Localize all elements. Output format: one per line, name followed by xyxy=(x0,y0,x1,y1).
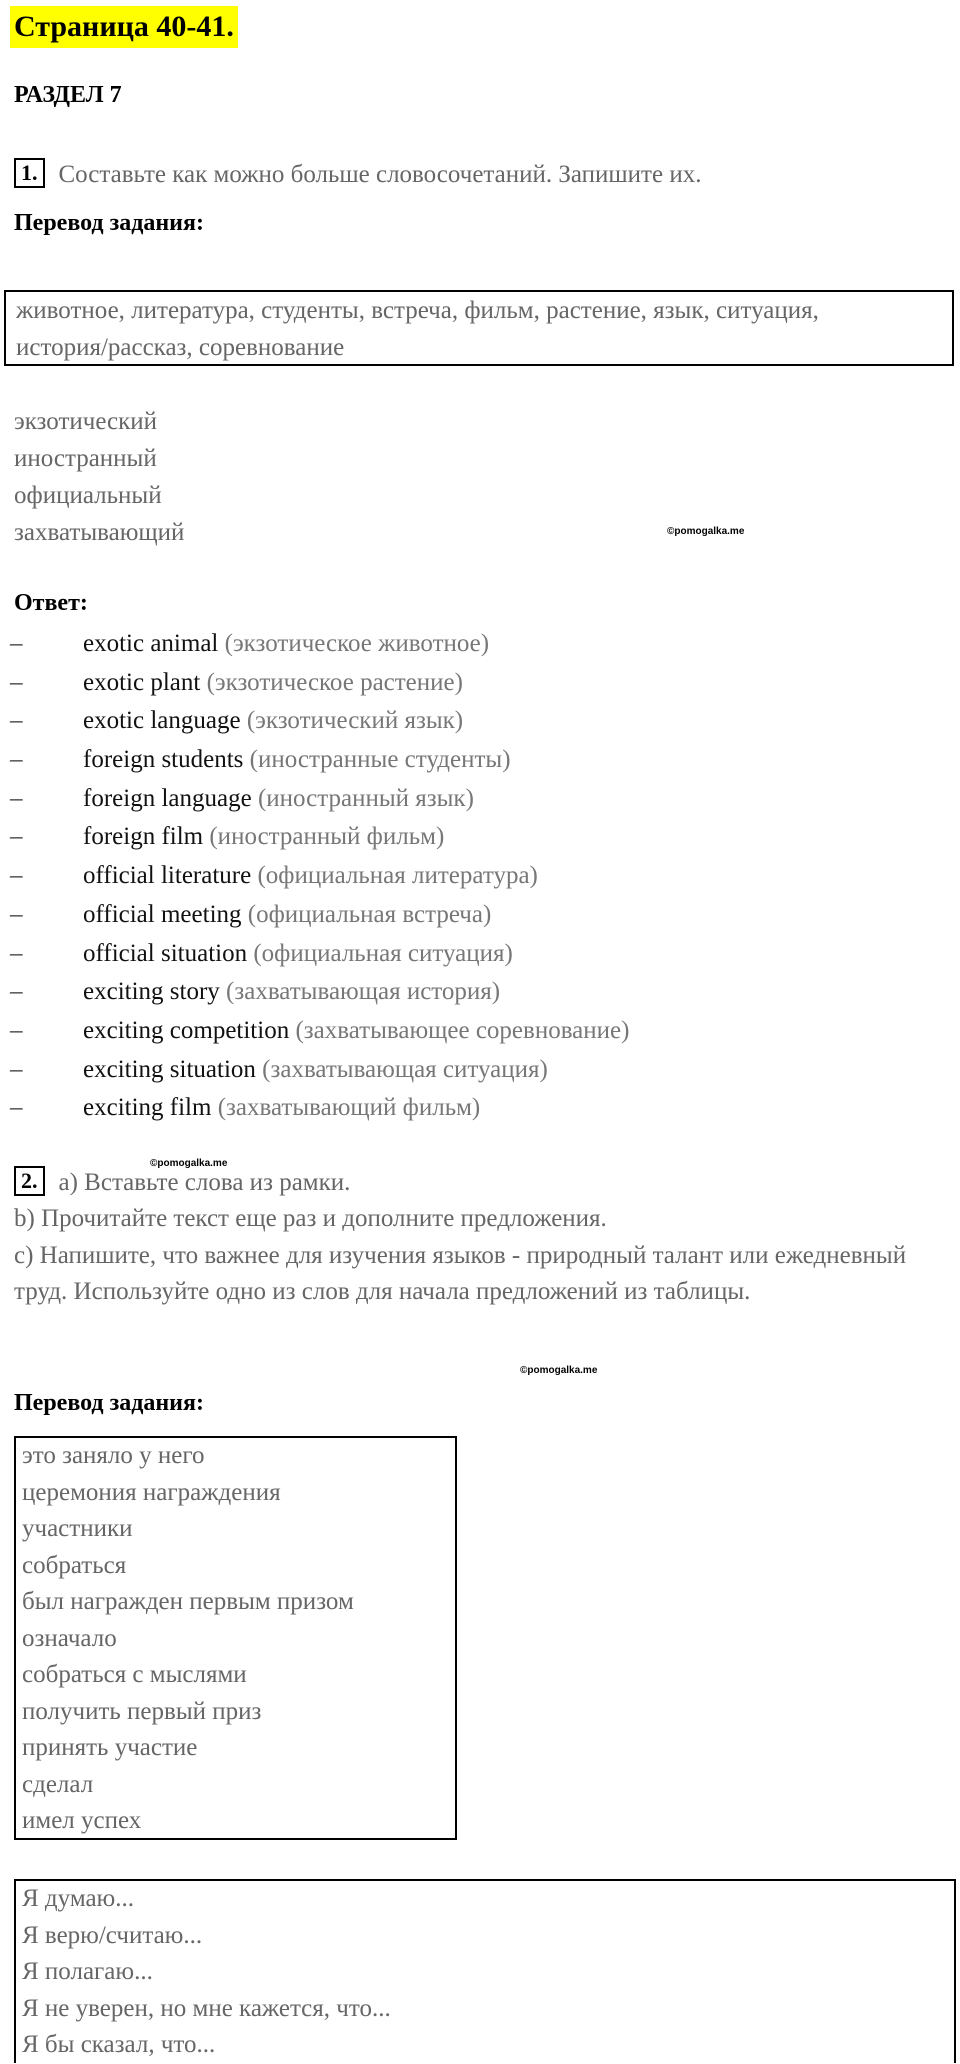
answer-heading: Ответ: xyxy=(14,590,88,616)
answer-en: exciting story xyxy=(83,978,220,1006)
word-box-item: собраться с мыслями xyxy=(22,1661,247,1688)
list-dash: – xyxy=(10,900,23,928)
list-dash: – xyxy=(10,1055,23,1083)
answer-en: official meeting xyxy=(83,900,242,928)
answer-en: exotic language xyxy=(83,707,241,735)
answer-en: exciting film xyxy=(83,1094,212,1122)
word-box-item: сделал xyxy=(22,1770,94,1798)
answer-item xyxy=(10,1051,629,1090)
answer-en: official literature xyxy=(83,862,252,890)
answer-ru: (захватывающее соревнование) xyxy=(295,1016,630,1044)
watermark: ©pomogalka.me xyxy=(150,1158,228,1169)
answer-en: exotic plant xyxy=(83,668,201,696)
task1-translation-heading: Перевод задания: xyxy=(14,210,204,236)
adjective-list xyxy=(14,403,184,551)
task2-text-c: c) Напишите, что важнее для изучения языков - природный талант или ежедневный труд. Используйте одно из слов для начала предложений из таблицы. xyxy=(14,1241,907,1305)
list-dash: – xyxy=(10,939,23,967)
answer-ru: (захватывающая ситуация) xyxy=(262,1055,548,1083)
word-box-item: означало xyxy=(22,1624,117,1652)
list-dash: – xyxy=(10,784,23,812)
task2-starter-box xyxy=(14,1879,956,2063)
starter-item: Я верю/считаю... xyxy=(22,1921,203,1949)
answer-item xyxy=(10,702,629,741)
answer-ru: (иностранный фильм) xyxy=(209,823,445,851)
answer-en: foreign students xyxy=(83,746,244,774)
list-dash: – xyxy=(10,1016,23,1044)
starter-item: Я полагаю... xyxy=(22,1958,153,1985)
answer-ru: (иностранные студенты) xyxy=(249,746,511,774)
answer-item xyxy=(10,1089,629,1128)
answer-list xyxy=(10,625,629,1128)
answer-en: official situation xyxy=(83,939,248,967)
list-dash: – xyxy=(10,1094,23,1122)
answer-ru: (официальная ситуация) xyxy=(253,939,513,967)
list-dash: – xyxy=(10,978,23,1006)
page-title: Страница 40-41. xyxy=(10,6,238,48)
answer-item xyxy=(10,818,629,857)
word-box-item: участники xyxy=(22,1515,133,1542)
task1-text: Составьте как можно больше словосочетаний. Запишите их. xyxy=(58,161,702,188)
watermark: ©pomogalka.me xyxy=(520,1365,598,1376)
word-box-item: это заняло у него xyxy=(22,1442,205,1469)
answer-item xyxy=(10,1012,629,1051)
answer-ru: (экзотический язык) xyxy=(246,707,464,735)
answer-en: exciting competition xyxy=(83,1016,290,1044)
word-box-item: имел успех xyxy=(22,1807,142,1834)
answer-ru: (иностранный язык) xyxy=(257,784,474,812)
answer-ru: (официальная литература) xyxy=(257,862,538,890)
list-dash: – xyxy=(10,823,23,851)
adjective-item: официальный xyxy=(14,482,162,509)
answer-item xyxy=(10,935,629,974)
word-box-item: церемония награждения xyxy=(22,1478,281,1506)
starter-item: Я бы сказал, что... xyxy=(22,2031,216,2058)
list-dash: – xyxy=(10,630,23,657)
task2-number: 2. xyxy=(14,1166,45,1196)
answer-ru: (экзотическое растение) xyxy=(206,668,463,696)
word-box-line: животное, литература, студенты, встреча, фильм, растение, язык, ситуация, xyxy=(16,297,819,324)
answer-ru: (захватывающая история) xyxy=(226,978,501,1006)
word-box-item: собраться xyxy=(22,1551,127,1579)
task1-word-box xyxy=(4,290,954,366)
list-dash: – xyxy=(10,668,23,696)
answer-item xyxy=(10,896,629,935)
answer-en: foreign language xyxy=(83,784,252,812)
starter-item: Я думаю... xyxy=(22,1885,134,1912)
task2-description xyxy=(14,1201,944,1311)
adjective-item: захватывающий xyxy=(14,519,185,546)
word-box-item: принять участие xyxy=(22,1734,198,1761)
task2-translation-heading: Перевод задания: xyxy=(14,1390,204,1416)
watermark: ©pomogalka.me xyxy=(667,526,745,537)
answer-item xyxy=(10,857,629,896)
task2-text-a: a) Вставьте слова из рамки. xyxy=(58,1169,351,1196)
answer-item xyxy=(10,664,629,703)
section-title: РАЗДЕЛ 7 xyxy=(14,82,122,108)
answer-en: exciting situation xyxy=(83,1055,256,1083)
adjective-item: иностранный xyxy=(14,445,157,472)
word-box-line: история/рассказ, соревнование xyxy=(16,334,345,361)
answer-ru: (официальная встреча) xyxy=(247,900,492,928)
answer-item xyxy=(10,780,629,819)
list-dash: – xyxy=(10,862,23,890)
task2-text-b: b) Прочитайте текст еще раз и дополните предложения. xyxy=(14,1205,607,1232)
answer-en: exotic animal xyxy=(83,630,219,657)
list-dash: – xyxy=(10,746,23,774)
starter-item: Я не уверен, но мне кажется, что... xyxy=(22,1994,391,2022)
task2-word-box xyxy=(14,1436,457,1840)
answer-item xyxy=(10,625,629,664)
answer-en: foreign film xyxy=(83,823,204,851)
word-box-item: был награжден первым призом xyxy=(22,1588,354,1615)
list-dash: – xyxy=(10,707,23,735)
word-box-item: получить первый приз xyxy=(22,1697,262,1725)
task1-number: 1. xyxy=(14,158,45,188)
answer-ru: (экзотическое животное) xyxy=(224,630,490,657)
answer-ru: (захватывающий фильм) xyxy=(217,1094,481,1122)
adjective-item: экзотический xyxy=(14,408,158,435)
task2-line-a xyxy=(14,1166,350,1200)
answer-item xyxy=(10,741,629,780)
answer-item xyxy=(10,973,629,1012)
task1-instruction xyxy=(14,158,701,192)
